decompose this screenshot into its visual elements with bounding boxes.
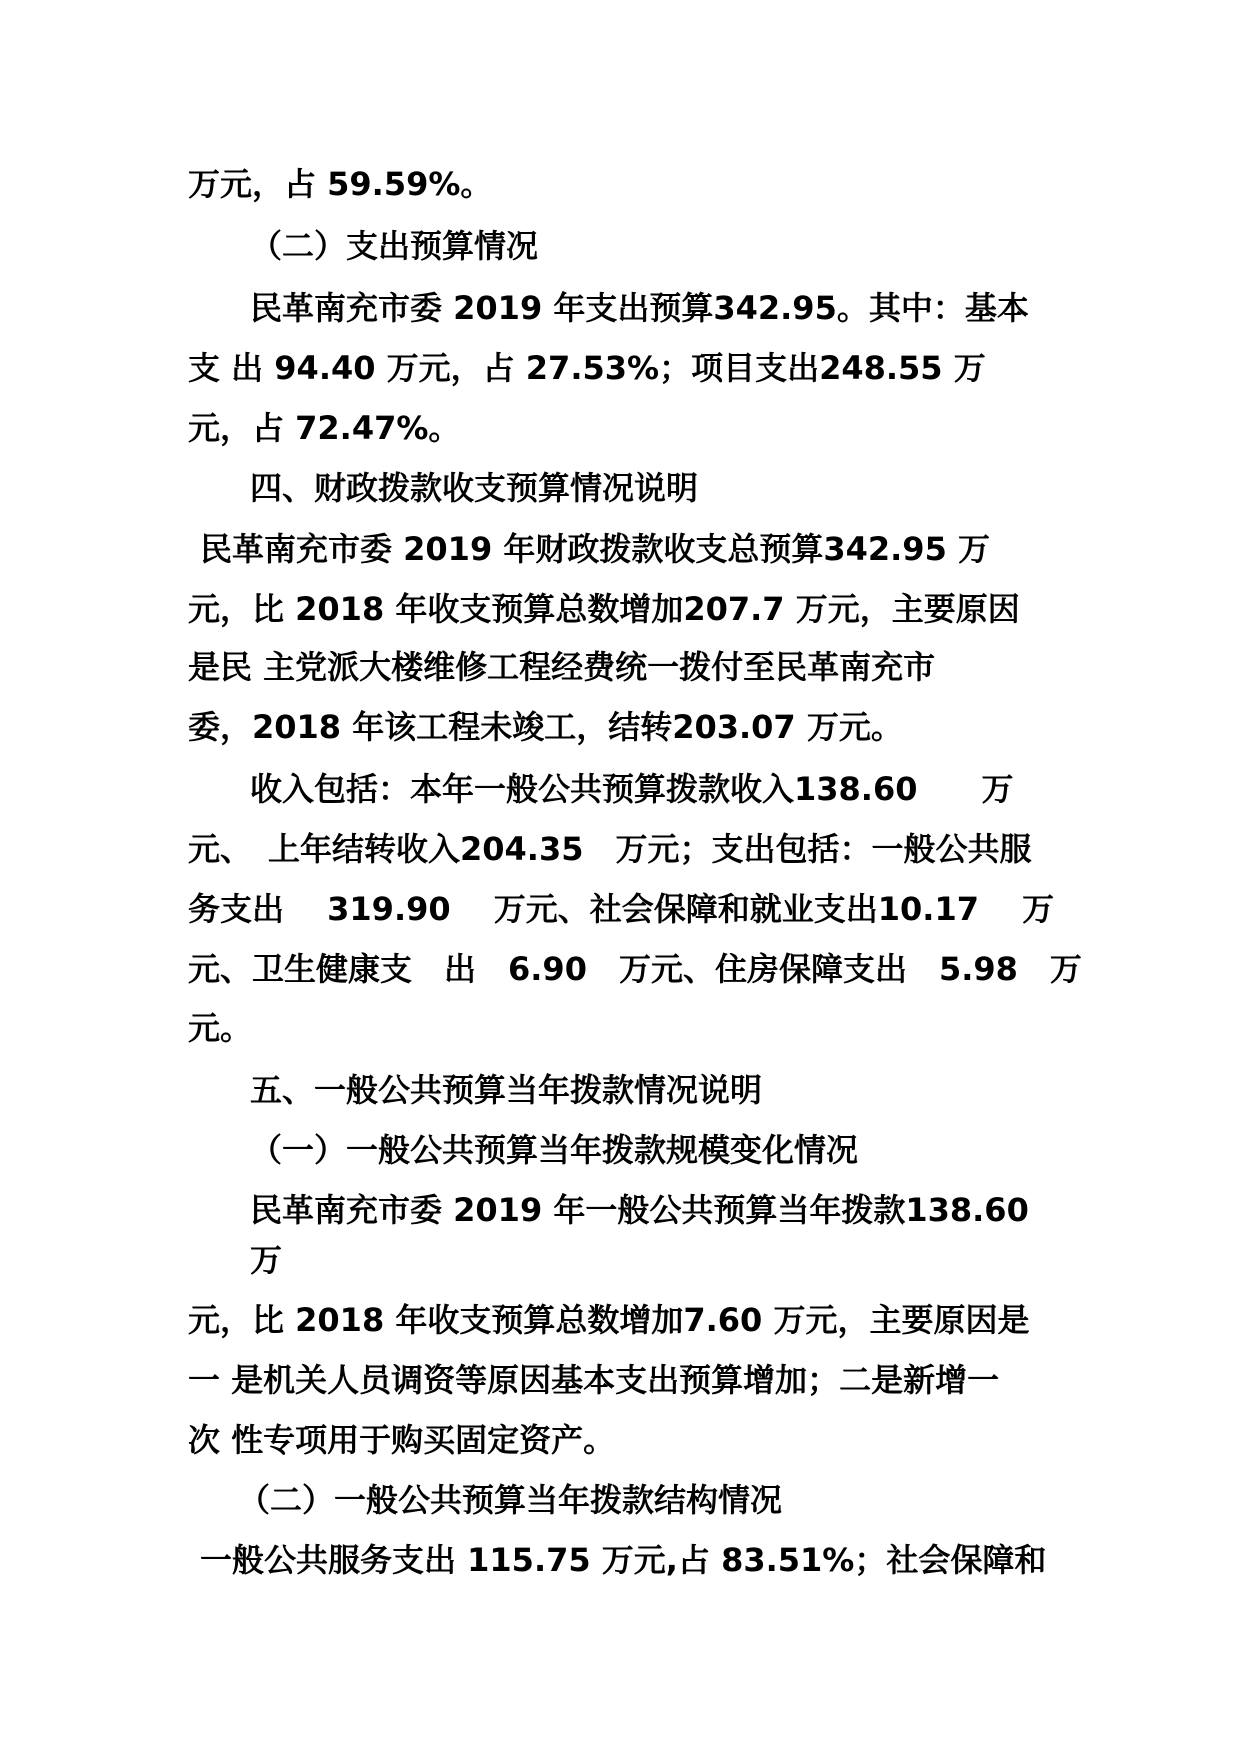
text-line: 委，2018 年该工程未竣工，结转203.07 万元。 bbox=[188, 708, 903, 746]
text-line: 次 性专项用于购买固定资产。 bbox=[188, 1421, 616, 1459]
text-line: 务支出 319.90 万元、社会保障和就业支出10.17 万 bbox=[188, 890, 1055, 928]
section-heading: （二）一般公共预算当年拨款结构情况 bbox=[238, 1481, 783, 1519]
text-line: 一般公共服务支出 115.75 万元,占 83.51%；社会保障和 bbox=[200, 1541, 1047, 1579]
text-line: 元、 上年结转收入204.35 万元；支出包括：一般公共服 bbox=[188, 830, 1032, 868]
text-line: 民革南充市委 2019 年财政拨款收支总预算342.95 万 bbox=[200, 530, 990, 568]
text-line: 一 是机关人员调资等原因基本支出预算增加；二是新增一 bbox=[188, 1361, 1000, 1399]
text-line: 民革南充市委 2019 年支出预算342.95。其中：基本 bbox=[250, 289, 1029, 327]
section-heading: 五、一般公共预算当年拨款情况说明 bbox=[250, 1071, 763, 1109]
text-line: 万 bbox=[250, 1241, 283, 1279]
section-heading: 四、财政拨款收支预算情况说明 bbox=[250, 469, 699, 507]
section-heading: （二）支出预算情况 bbox=[250, 227, 539, 265]
text-line: 元，占 72.47%。 bbox=[188, 409, 461, 447]
text-line: 元，比 2018 年收支预算总数增加7.60 万元，主要原因是 bbox=[188, 1301, 1030, 1339]
text-line: 万元，占 59.59%。 bbox=[188, 165, 493, 203]
text-line: 元。 bbox=[188, 1009, 253, 1047]
text-line: 民革南充市委 2019 年一般公共预算当年拨款138.60 bbox=[250, 1191, 1029, 1229]
text-line: 是民 主党派大楼维修工程经费统一拨付至民革南充市 bbox=[188, 648, 936, 686]
section-heading: （一）一般公共预算当年拨款规模变化情况 bbox=[250, 1131, 859, 1169]
text-line: 元、卫生健康支 出 6.90 万元、住房保障支出 5.98 万 bbox=[188, 950, 1082, 988]
text-line: 收入包括：本年一般公共预算拨款收入138.60 万 bbox=[250, 770, 1014, 808]
text-line: 元，比 2018 年收支预算总数增加207.7 万元，主要原因 bbox=[188, 590, 1020, 628]
text-line: 支 出 94.40 万元，占 27.53%；项目支出248.55 万 bbox=[188, 349, 986, 387]
